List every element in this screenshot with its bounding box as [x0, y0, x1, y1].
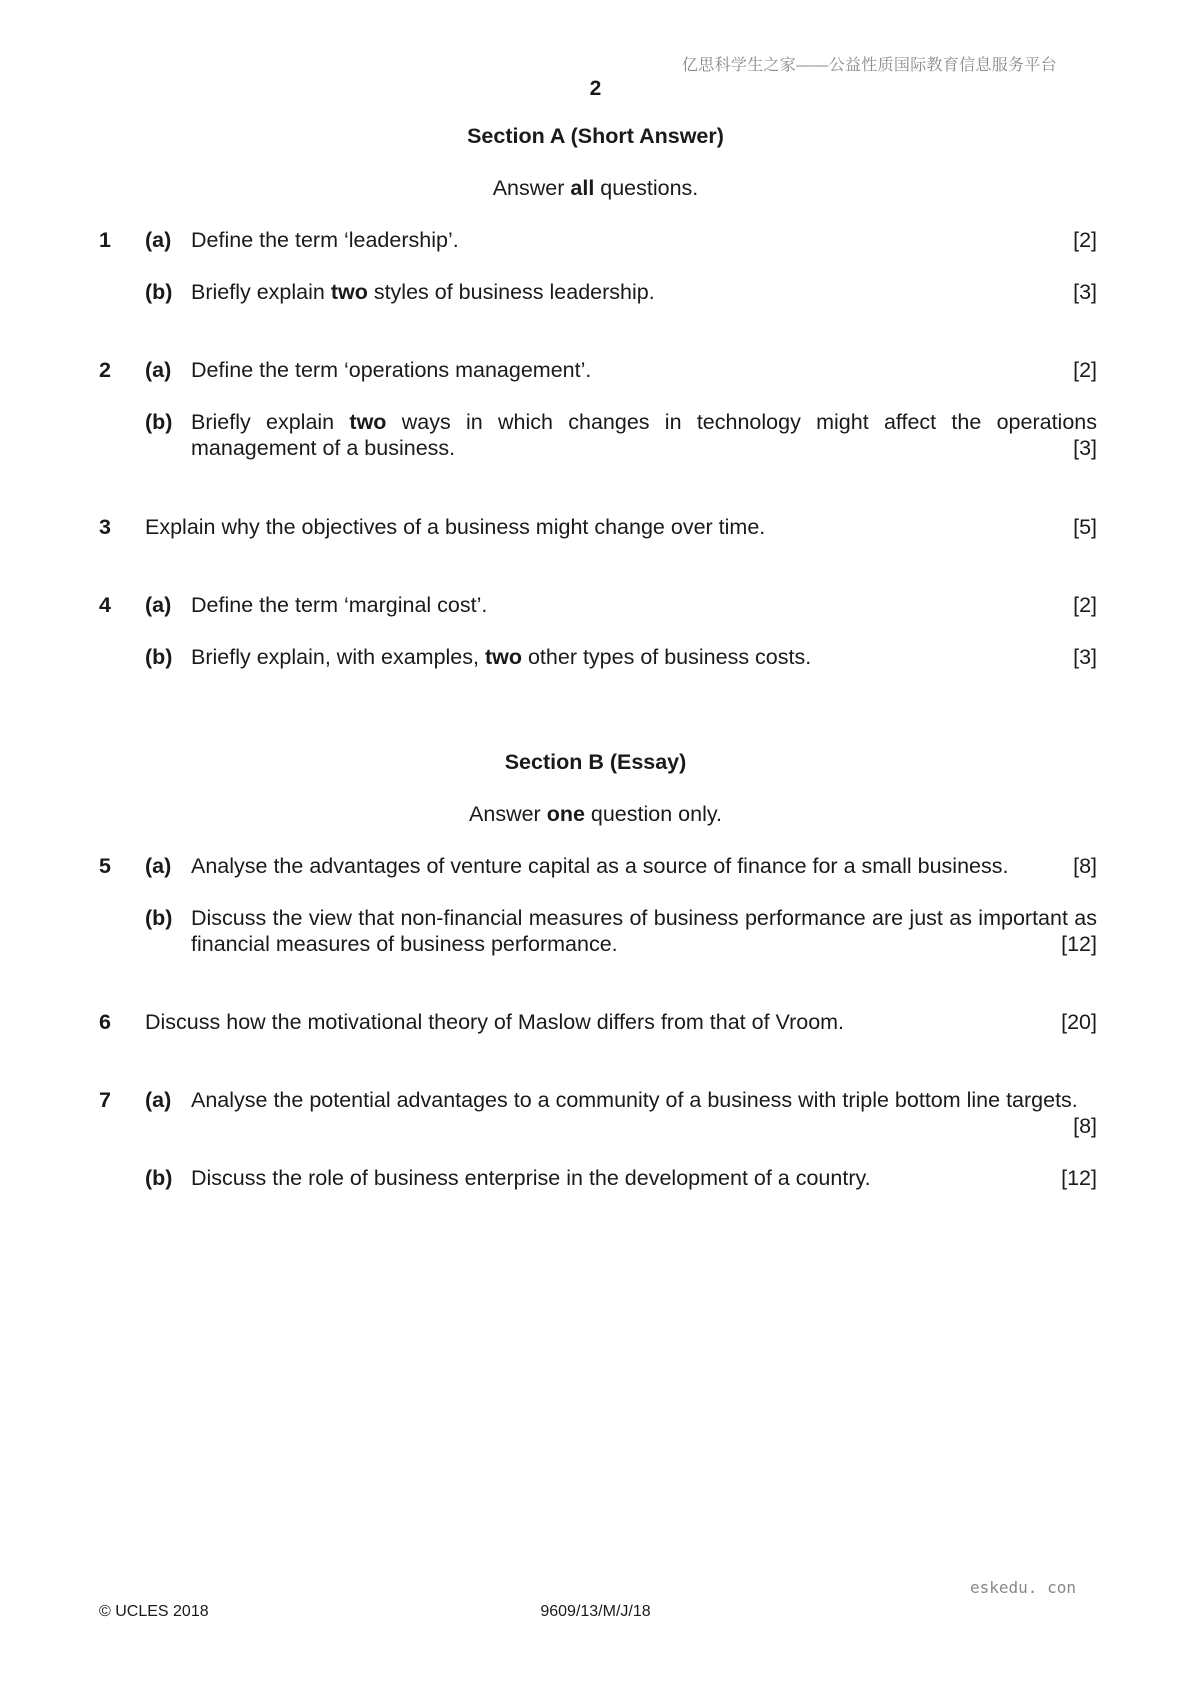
marks: [3]: [1073, 645, 1097, 669]
marks: [3]: [1073, 280, 1097, 304]
question-text: Explain why the objectives of a business might change over time.: [145, 515, 766, 539]
marks: [2]: [1073, 358, 1097, 382]
marks: [2]: [1073, 593, 1097, 617]
question-text: Briefly explain two styles of business leadership.: [191, 280, 655, 304]
header-watermark: 亿思科学生之家——公益性质国际教育信息服务平台: [682, 57, 1057, 74]
part-label: (a): [145, 228, 172, 252]
part-label: (b): [145, 906, 173, 930]
question-number: 1: [99, 228, 111, 252]
question-number: 7: [99, 1088, 111, 1112]
part-label: (a): [145, 593, 172, 617]
question-text: Analyse the advantages of venture capital as a source of finance for a small business.: [191, 854, 1009, 878]
part-label: (b): [145, 645, 173, 669]
copyright: © UCLES 2018: [99, 1603, 209, 1620]
part-label: (a): [145, 358, 172, 382]
question-number: 4: [99, 593, 111, 617]
marks: [20]: [1061, 1010, 1097, 1034]
question-text: Discuss the view that non-financial measures of business performance are just as important as financial measures of business performance.: [191, 906, 1097, 956]
section-b-title: Section B (Essay): [504, 750, 687, 774]
marks: [12]: [1061, 932, 1097, 956]
part-label: (b): [145, 1166, 173, 1190]
marks: [8]: [1073, 1114, 1097, 1138]
marks: [2]: [1073, 228, 1097, 252]
marks: [8]: [1073, 854, 1097, 878]
section-a-instruction: Answer all questions.: [492, 176, 699, 200]
marks: [3]: [1073, 436, 1097, 460]
part-label: (a): [145, 854, 172, 878]
question-text: Briefly explain two ways in which changes in technology might affect the operations management of a business.: [191, 410, 1097, 460]
question-text: Define the term ‘marginal cost’.: [191, 593, 488, 617]
question-text: Discuss how the motivational theory of Maslow differs from that of Vroom.: [145, 1010, 845, 1034]
question-number: 6: [99, 1010, 111, 1034]
paper-code: 9609/13/M/J/18: [540, 1603, 651, 1620]
question-text: Briefly explain, with examples, two other types of business costs.: [191, 645, 812, 669]
part-label: (a): [145, 1088, 172, 1112]
marks: [12]: [1061, 1166, 1097, 1190]
question-text: Define the term ‘leadership’.: [191, 228, 459, 252]
question-number: 5: [99, 854, 111, 878]
part-label: (b): [145, 280, 173, 304]
question-number: 3: [99, 515, 111, 539]
question-number: 2: [99, 358, 111, 382]
question-text: Define the term ‘operations management’.: [191, 358, 592, 382]
marks: [5]: [1073, 515, 1097, 539]
page-number: 2: [589, 77, 602, 100]
footer-watermark: eskedu. con: [970, 1578, 1076, 1597]
question-text: Discuss the role of business enterprise in the development of a country.: [191, 1166, 871, 1190]
section-a-title: Section A (Short Answer): [467, 124, 724, 148]
section-b-instruction: Answer one question only.: [469, 802, 722, 826]
part-label: (b): [145, 410, 173, 434]
question-text: Analyse the potential advantages to a community of a business with triple bottom line targets.: [191, 1088, 1078, 1112]
